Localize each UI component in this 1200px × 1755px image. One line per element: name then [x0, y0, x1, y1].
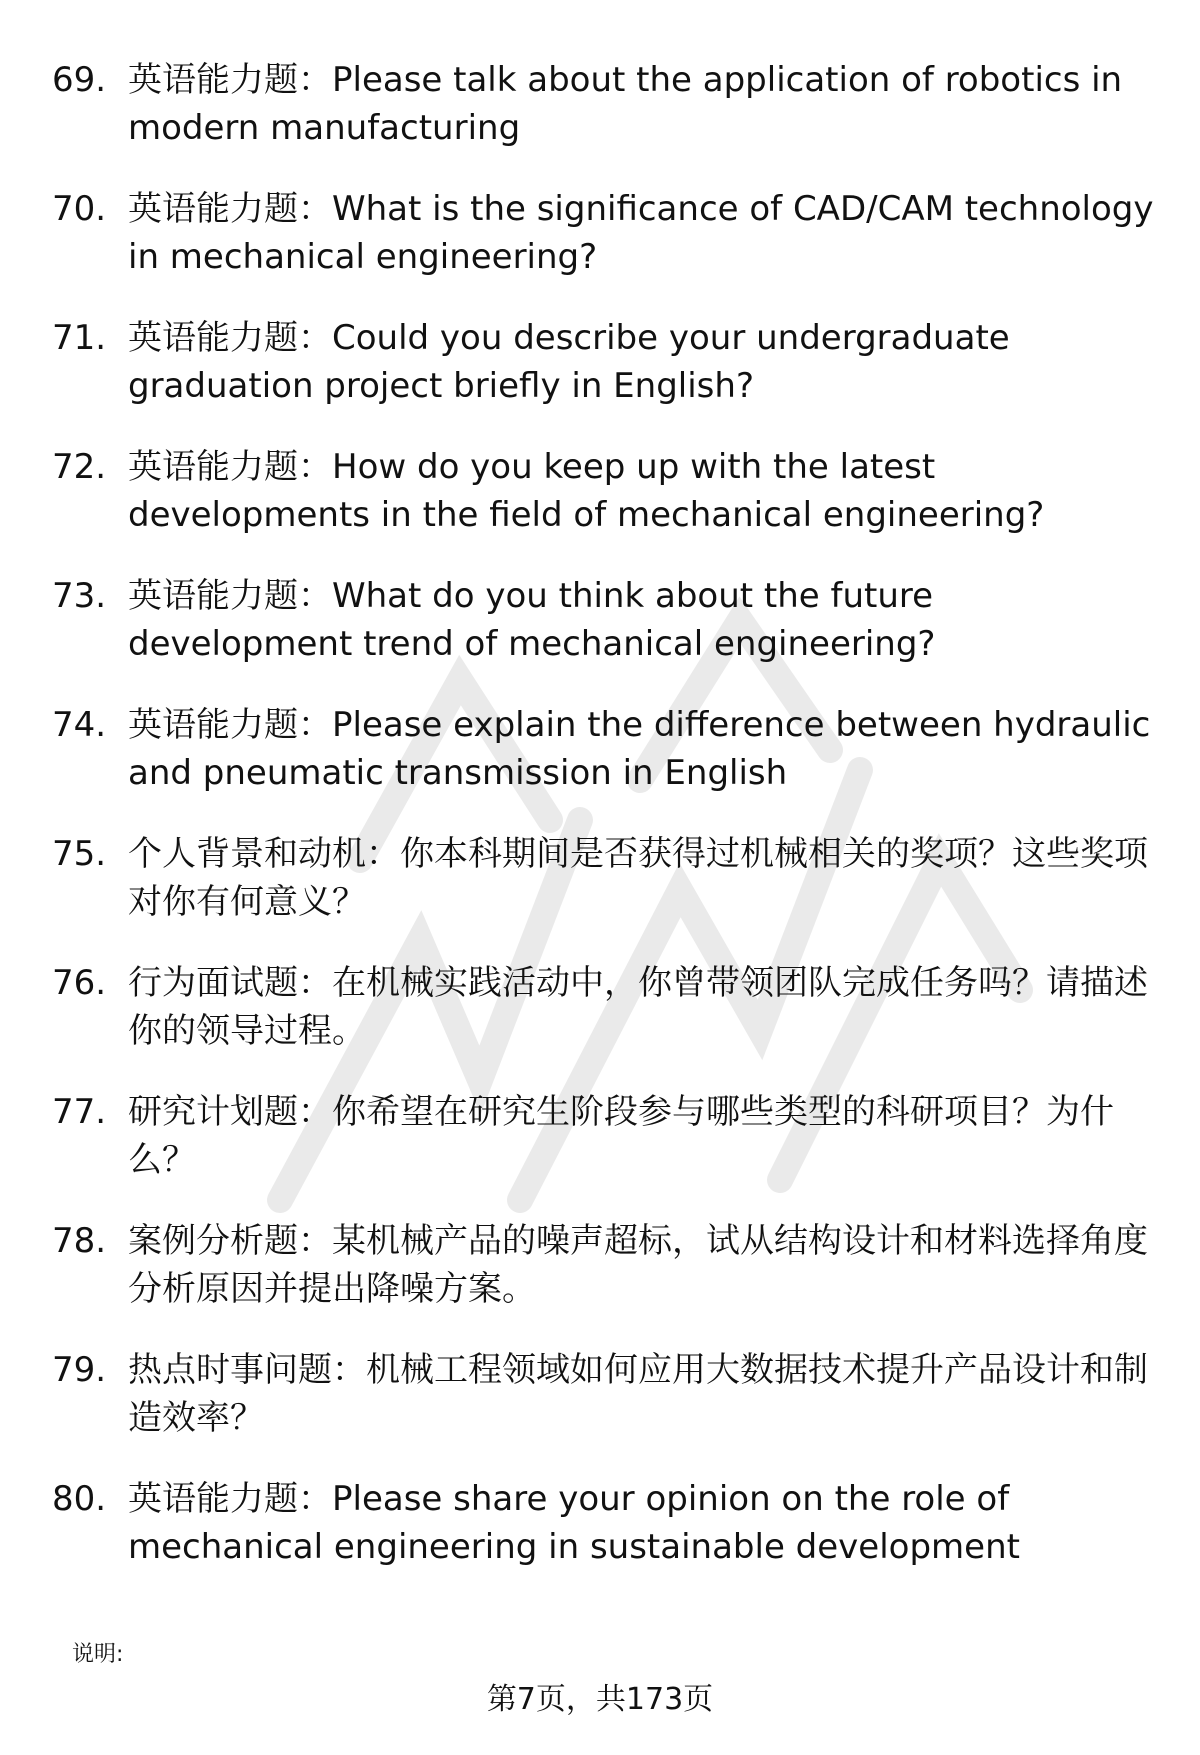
question-item	[52, 1088, 1162, 1184]
question-list	[52, 56, 1162, 1604]
question-item	[52, 701, 1162, 797]
question-text: 研究计划题：你希望在研究生阶段参与哪些类型的科研项目？为什么？	[128, 1092, 1114, 1180]
question-number: 77.	[52, 1092, 107, 1132]
question-number: 71.	[52, 318, 107, 358]
question-item	[52, 1346, 1162, 1442]
question-text: 英语能力题：What do you think about the future development trend of mechanical engineering?	[128, 576, 936, 664]
question-item	[52, 830, 1162, 926]
question-item	[52, 572, 1162, 668]
question-number: 74.	[52, 705, 107, 745]
question-number: 72.	[52, 447, 107, 487]
question-number: 79.	[52, 1350, 107, 1390]
question-item	[52, 1217, 1162, 1313]
question-number: 69.	[52, 60, 107, 100]
question-number: 76.	[52, 963, 107, 1003]
question-item	[52, 959, 1162, 1055]
question-number: 70.	[52, 189, 107, 229]
question-text: 英语能力题：Please explain the difference between hydraulic and pneumatic transmission in English	[128, 705, 1151, 793]
question-text: 英语能力题：How do you keep up with the latest developments in the field of mechanical engineering?	[128, 447, 1045, 535]
question-text: 英语能力题：Could you describe your undergraduate graduation project briefly in English?	[128, 318, 1010, 406]
question-item	[52, 314, 1162, 410]
question-text: 英语能力题：Please share your opinion on the role of mechanical engineering in sustainable development	[128, 1479, 1020, 1567]
page-indicator: 第7页，共173页	[486, 1682, 714, 1717]
question-number: 78.	[52, 1221, 107, 1261]
question-number: 75.	[52, 834, 107, 874]
question-text: 英语能力题：What is the significance of CAD/CAM technology in mechanical engineering?	[128, 189, 1154, 277]
question-text: 个人背景和动机：你本科期间是否获得过机械相关的奖项？这些奖项对你有何意义？	[128, 834, 1148, 922]
question-text: 热点时事问题：机械工程领域如何应用大数据技术提升产品设计和制造效率？	[128, 1350, 1148, 1438]
question-item	[52, 443, 1162, 539]
question-text: 行为面试题：在机械实践活动中，你曾带领团队完成任务吗？请描述你的领导过程。	[128, 963, 1148, 1051]
question-text: 案例分析题：某机械产品的噪声超标，试从结构设计和材料选择角度分析原因并提出降噪方案。	[128, 1221, 1148, 1309]
question-number: 73.	[52, 576, 107, 616]
note-label: 说明:	[72, 1642, 124, 1667]
question-item	[52, 1475, 1162, 1571]
question-item	[52, 56, 1162, 152]
question-item	[52, 185, 1162, 281]
question-text: 英语能力题：Please talk about the application of robotics in modern manufacturing	[128, 60, 1123, 148]
question-number: 80.	[52, 1479, 107, 1519]
